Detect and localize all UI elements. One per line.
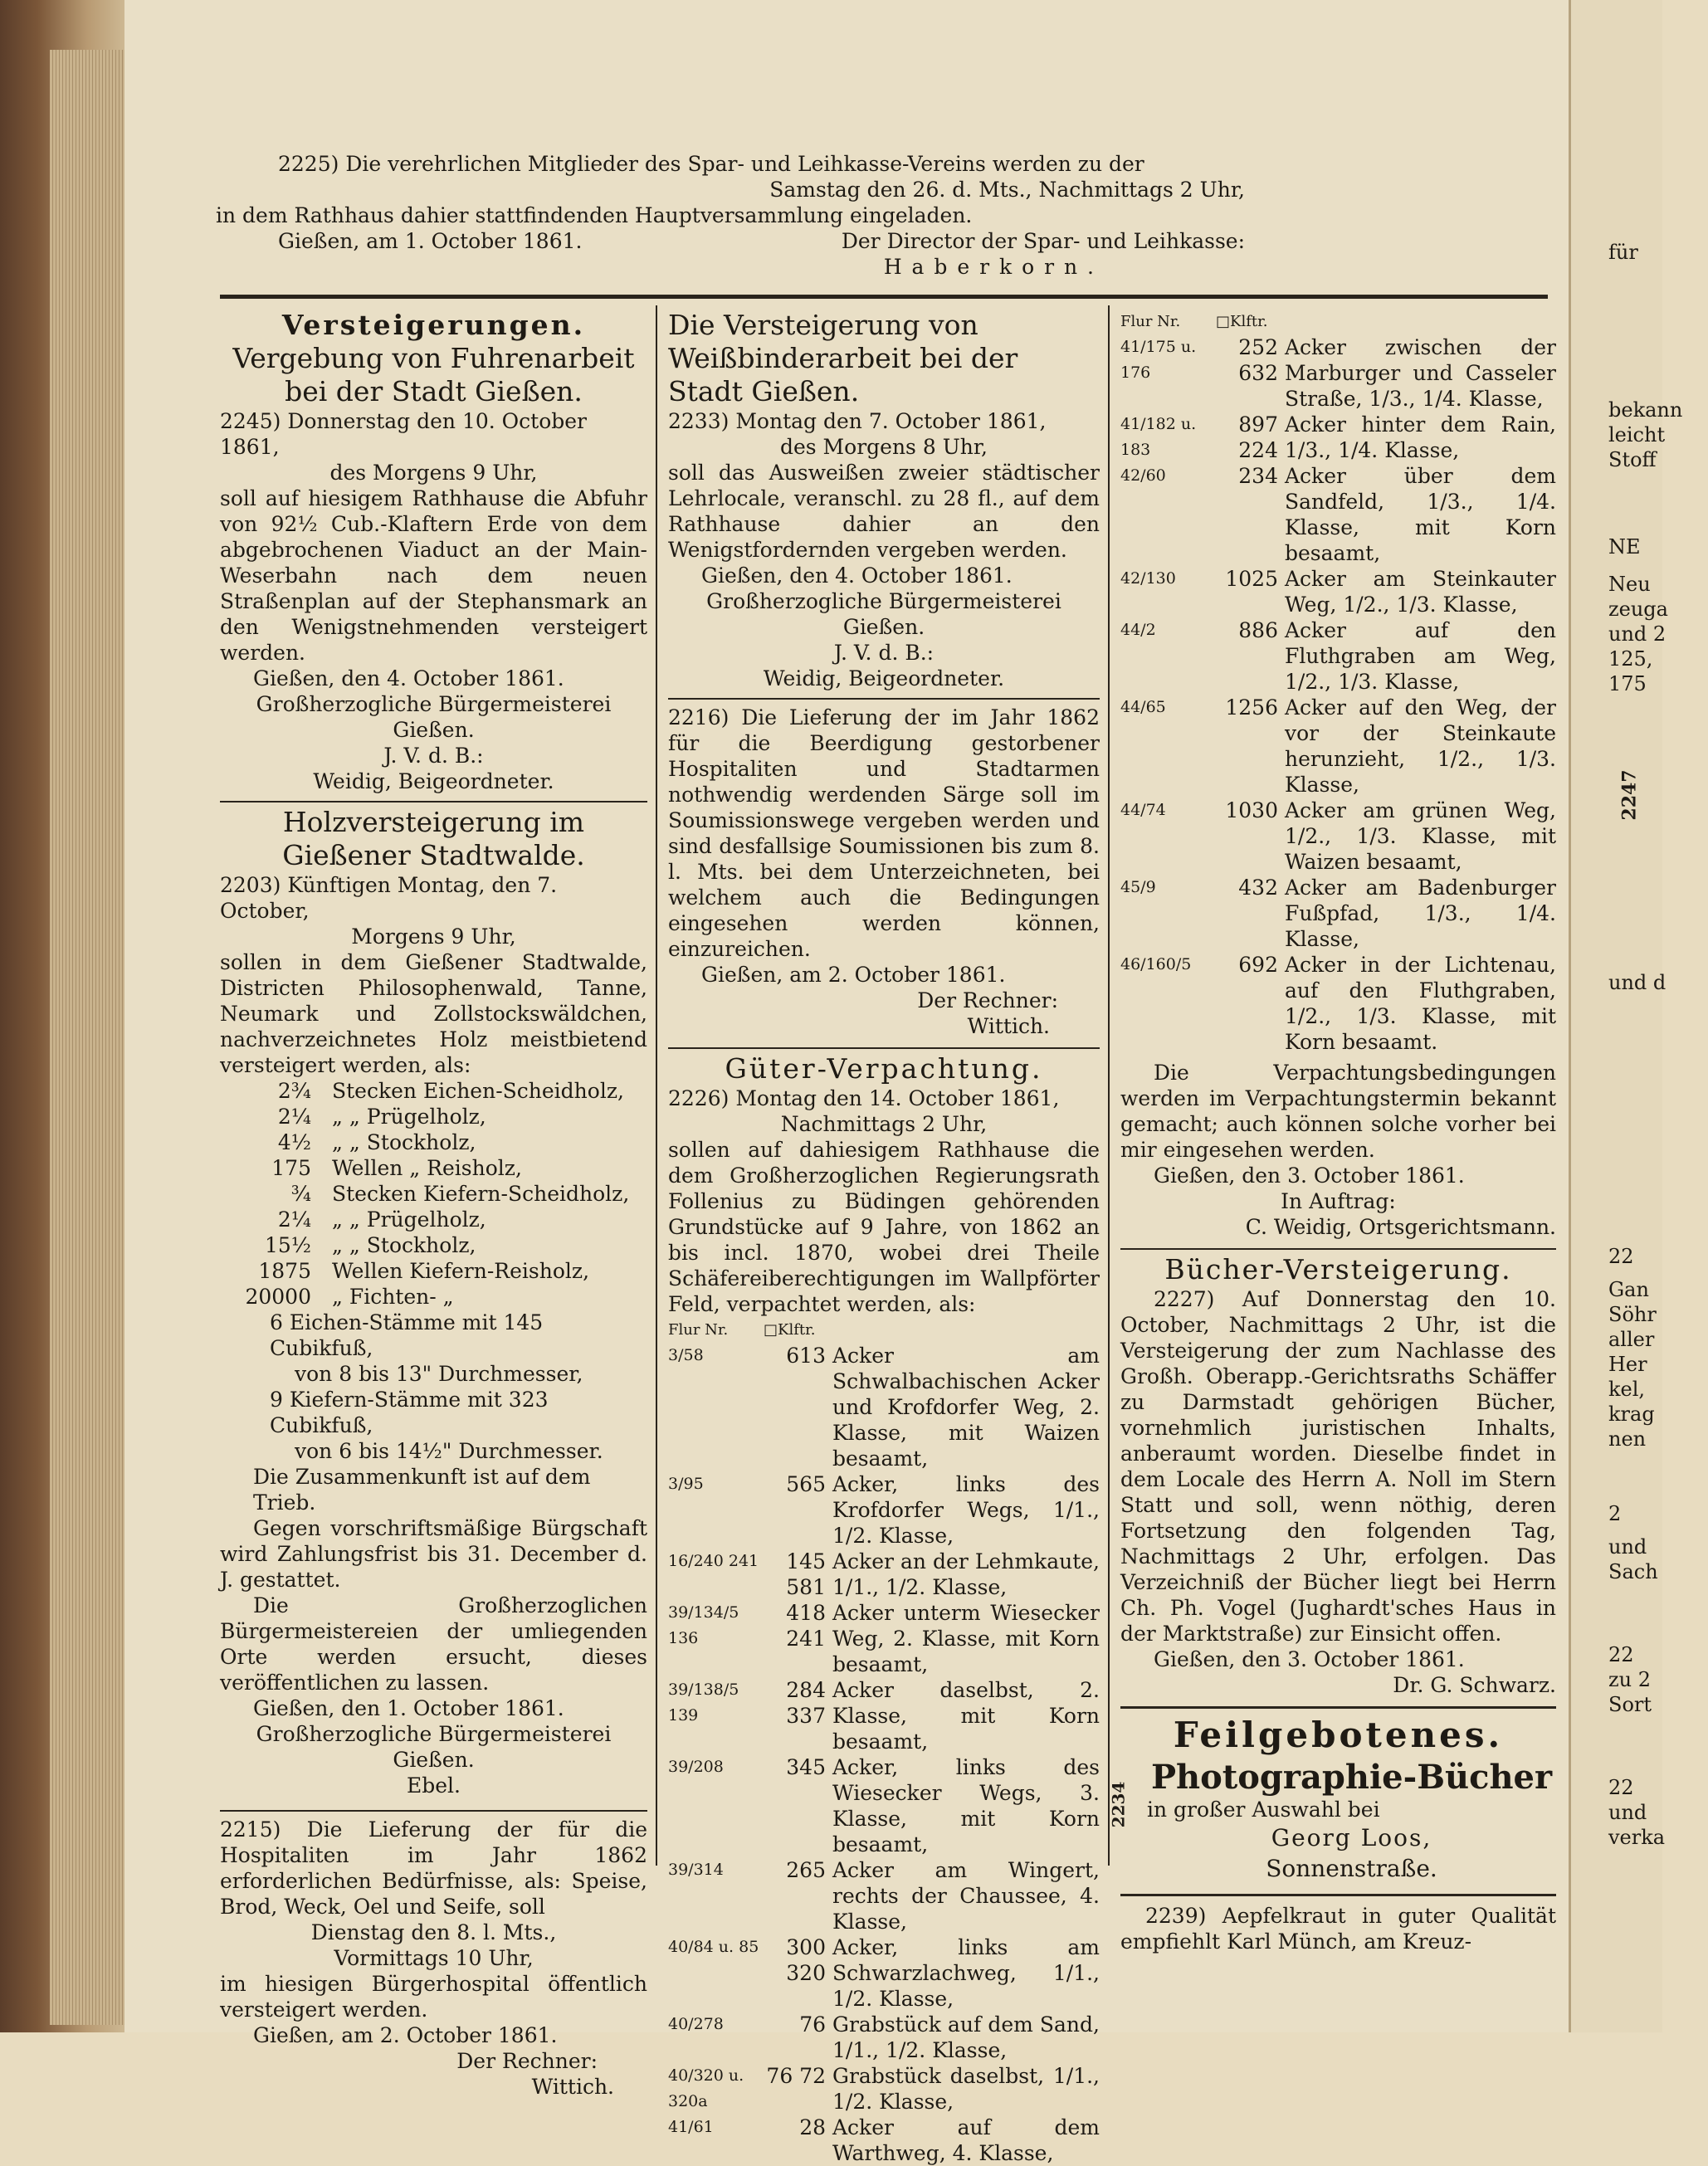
notice-2239-body: 2239) Aepfelkraut in guter Qualität empfiehlt Karl Münch, am Kreuz- (1120, 1904, 1556, 1954)
wood-qty: ¾ (290, 1182, 311, 1206)
adjacent-page-line: 22 (1608, 1245, 1634, 1268)
header-rule (220, 295, 1548, 299)
plot-description: Acker hinter dem Rain, 1/3., 1/4. Klasse, (1285, 412, 1556, 462)
plot-klafter: 265 (786, 1858, 826, 1882)
plot-flur: 16/240 241 (668, 1552, 759, 1570)
adjacent-page-line: nen (1608, 1427, 1647, 1451)
adjacent-page-line: Sort (1608, 1693, 1652, 1716)
notice-line: in dem Rathhaus dahier stattfindenden Hauptversammlung eingeladen. (216, 203, 973, 227)
notice-2226-line: Nachmittags 2 Uhr, (780, 1112, 988, 1136)
ad-number-box (1108, 1759, 1147, 1850)
wood-type: Wellen „ Reisholz, (332, 1156, 522, 1180)
adjacent-page-line: Stoff (1608, 448, 1657, 471)
plot-flur: 39/134/5 136 (668, 1603, 739, 1647)
subheading: Güter-Verpachtung. (725, 1052, 1043, 1085)
subheading: Bücher-Versteigerung. (1164, 1253, 1512, 1285)
adjacent-page-line: zeuga (1608, 598, 1668, 621)
wood-type: „ „ Stockholz, (332, 1130, 476, 1154)
notice-2226-date: Gießen, den 3. October 1861. (1154, 1163, 1465, 1188)
notice-2215-line: Dienstag den 8. l. Mts., (310, 1920, 557, 1944)
plot-klafter: 76 72 (766, 2064, 826, 2088)
wood-qty: 2¼ (277, 1105, 311, 1129)
plot-description: Grabstück daselbst, 1/1., 1/2. Klasse, (832, 2064, 1100, 2114)
notice-2215-sig: Wittich. (531, 2075, 614, 2099)
wood-row (220, 1129, 647, 1155)
notice-2233-sig: Weidig, Beigeordneter. (763, 666, 1005, 690)
wood-row (220, 1258, 647, 1284)
plot-klafter: 418 241 (786, 1601, 826, 1651)
plot-description: Acker am Steinkauter Weg, 1/2., 1/3. Klasse, (1285, 567, 1556, 617)
subheading: Holzversteigerung im Gießener Stadtwalde. (282, 806, 585, 871)
adjacent-page-line: kel, (1608, 1378, 1646, 1401)
plot-klafter: 234 (1238, 464, 1278, 488)
plot-row (1120, 695, 1556, 798)
subheading: Vergebung von Fuhrenarbeit bei der Stadt Gießen. (232, 342, 635, 407)
wood-qty: 1875 (258, 1259, 311, 1283)
adjacent-page-line: 2 (1608, 1502, 1622, 1525)
subheading: Die Versteigerung von Weißbinderarbeit bei der Stadt Gießen. (668, 309, 1018, 407)
notice-2215-date: Gießen, am 2. October 1861. (253, 2023, 558, 2047)
plot-flur: 45/9 (1120, 878, 1156, 896)
adjacent-page-line: 22 (1608, 1776, 1634, 1799)
plot-flur: 44/74 (1120, 801, 1166, 819)
notice-2225 (216, 151, 1245, 280)
plot-description: Acker über dem Sandfeld, 1/3., 1/4. Klasse, mit Korn besaamt, (1285, 464, 1556, 565)
wood-qty: 15½ (264, 1233, 311, 1257)
wood-type: „ „ Stockholz, (332, 1233, 476, 1257)
plot-description: Acker auf den Fluthgraben am Weg, 1/2., 1/3. Klasse, (1285, 618, 1556, 694)
notice-2203-line: Morgens 9 Uhr, (351, 924, 516, 949)
plot-flur: 42/130 (1120, 569, 1176, 588)
notice-2227-body: 2227) Auf Donnerstag den 10. October, Nachmittags 2 Uhr, ist die Versteigerung der zum Nachlasse des Großh. Oberapp.-Gerichtsraths Schäffer zu Darmstadt gehörigen Bücher, vornehmlich juristischen Inhalts, anberaumt worden. Dieselbe findet in dem Locale des Herrn A. Noll im Stern Statt und soll, wenn nöthig, deren Fortsetzung den folgenden Tag, Nachmittags 2 Uhr, erfolgen. Das Verzeichniß der Bücher liegt bei Herrn Ch. Ph. Vogel (Jughardt'sches Haus in der Marktstraße) zur Einsicht offen. (1120, 1287, 1556, 1646)
plot-table (1120, 334, 1556, 1055)
plot-flur: 39/208 (668, 1758, 724, 1776)
notice-2245-body: soll auf hiesigem Rathhause die Abfuhr von 92½ Cub.-Klaftern Erde von dem abgebrochenen Viaduct an der Main-Weserbahn nach dem neuen Straßenplan auf der Stephansmark an den Wenigstnehmenden versteigert werden. (220, 486, 647, 665)
notice-2226-body: sollen auf dahiesigem Rathhause die dem Großherzoglichen Regierungsrath Follenius zu Büdingen gehörenden Grundstücke auf 9 Jahre, von 1862 an bis incl. 1870, wobei drei Theile Schäfereiberechtigungen im Wallpförter Feld, verpachtet werden, als: (668, 1138, 1100, 1316)
wood-row (220, 1232, 647, 1258)
ad-line: in großer Auswahl bei (1147, 1798, 1380, 1822)
plot-row (668, 1857, 1100, 1934)
column-1 (220, 309, 647, 2100)
notice-2233-sig: Großherzogliche Bürgermeisterei Gießen. (706, 589, 1061, 639)
adjacent-page-line: Neu (1608, 573, 1651, 596)
wood-type: Stecken Kiefern-Scheidholz, (332, 1182, 630, 1206)
plot-description: Acker zwischen der Marburger und Casseler Straße, 1/3., 1/4. Klasse, (1285, 335, 1556, 411)
notice-2226-sig: C. Weidig, Ortsgerichtsmann. (1245, 1215, 1556, 1239)
notice-2203-line: 2203) Künftigen Montag, den 7. October, (220, 873, 558, 923)
plot-flur: 39/138/5 139 (668, 1681, 739, 1725)
column-3 (1108, 309, 1556, 1954)
plot-description: Grabstück auf dem Sand, 1/1., 1/2. Klasse, (832, 2012, 1100, 2062)
plot-klafter: 432 (1238, 876, 1278, 900)
plot-table (668, 1343, 1100, 2166)
notice-2245-sig: Weidig, Beigeordneter. (313, 769, 554, 793)
adjacent-page (1569, 0, 1683, 2032)
ad-address: Sonnenstraße. (1266, 1855, 1437, 1882)
stem-line: von 6 bis 14½" Durchmesser. (295, 1439, 603, 1463)
plot-row (668, 1343, 1100, 1471)
adjacent-page-line: Her (1608, 1353, 1647, 1376)
wood-type: „ „ Prügelholz, (332, 1105, 486, 1129)
plot-klafter: 897 224 (1238, 412, 1278, 462)
notice-2203-line: Die Zusammenkunft ist auf dem Trieb. (253, 1465, 591, 1515)
plot-klafter: 145 581 (786, 1549, 826, 1599)
notice-2245-line: 2245) Donnerstag den 10. October 1861, (220, 409, 587, 459)
notice-2233-body: soll das Ausweißen zweier städtischer Lehrlocale, veranschl. zu 28 fl., auf dem Rathhause dahier an den Wenigstfordernden vergeben werden. (668, 461, 1100, 562)
plot-klafter: 565 (786, 1472, 826, 1496)
plot-description: Acker, links des Krofdorfer Wegs, 1/1., 1/2. Klasse, (832, 1472, 1100, 1548)
adjacent-page-line: zu 2 (1608, 1668, 1651, 1691)
divider (1120, 1706, 1556, 1709)
wood-qty: 175 (271, 1156, 311, 1180)
plot-klafter: 28 (799, 2115, 826, 2139)
ad-name: Georg Loos, (1271, 1824, 1432, 1851)
notice-2216-date: Gießen, am 2. October 1861. (701, 963, 1006, 987)
wood-type: „ „ Prügelholz, (332, 1207, 486, 1232)
notice-2203-line: Die Großherzoglichen Bürgermeistereien der umliegenden Orte werden ersucht, dieses veröffentlichen zu lassen. (220, 1593, 647, 1695)
plot-row (668, 2012, 1100, 2063)
notice-2245-line: des Morgens 9 Uhr, (329, 461, 538, 485)
plot-klafter: 886 (1238, 618, 1278, 642)
column-2 (668, 309, 1100, 2166)
adjacent-page-line: 125, (1608, 647, 1653, 671)
plot-flur: 40/320 u. 320a (668, 2066, 744, 2110)
section-heading: Versteigerungen. (281, 309, 586, 341)
plot-row (1120, 617, 1556, 695)
wood-qty: 2¾ (277, 1079, 311, 1103)
plot-row (668, 2063, 1100, 2115)
notice-signature-title: Der Director der Spar- und Leihkasse: (841, 229, 1245, 253)
plot-description: Acker am grünen Weg, 1/2., 1/3. Klasse, mit Waizen besaamt, (1285, 798, 1556, 874)
table-header: □Klftr. (1216, 313, 1268, 330)
wood-row (220, 1181, 647, 1207)
adjacent-page-line: Gan (1608, 1278, 1649, 1301)
plot-description: Acker, links des Wiesecker Wegs, 3. Klasse, mit Korn besaamt, (832, 1755, 1100, 1856)
plot-flur: 39/314 (668, 1861, 724, 1879)
plot-row (668, 1934, 1100, 2012)
notice-2226-body: Die Verpachtungsbedingungen werden im Verpachtungstermin bekannt gemacht; auch können solche vorher bei mir eingesehen werden. (1120, 1061, 1556, 1162)
plot-flur: 44/2 (1120, 621, 1156, 639)
plot-klafter: 1030 (1225, 798, 1278, 822)
plot-description: Acker daselbst, 2. Klasse, mit Korn besaamt, (832, 1678, 1100, 1754)
notice-2227-sig: Dr. G. Schwarz. (1393, 1673, 1556, 1697)
plot-row (1120, 798, 1556, 875)
notice-2215-line: Vormittags 10 Uhr, (334, 1946, 534, 1970)
wood-type: „ Fichten- „ (332, 1285, 454, 1309)
wood-type: Stecken Eichen-Scheidholz, (332, 1079, 624, 1103)
plot-description: Acker am Badenburger Fußpfad, 1/3., 1/4. Klasse, (1285, 876, 1556, 951)
plot-description: Acker, links am Schwarzlachweg, 1/1., 1/2. Klasse, (832, 1935, 1100, 2011)
adjacent-page-line: krag (1608, 1403, 1655, 1426)
plot-description: Acker unterm Wiesecker Weg, 2. Klasse, mit Korn besaamt, (832, 1601, 1100, 1676)
plot-klafter: 76 (799, 2012, 826, 2037)
plot-description: Acker am Wingert, rechts der Chaussee, 4. Klasse, (832, 1858, 1100, 1934)
notice-2233-line: 2233) Montag den 7. October 1861, (668, 409, 1047, 433)
plot-klafter: 613 (786, 1344, 826, 1368)
notice-2203-date: Gießen, den 1. October 1861. (253, 1696, 564, 1720)
wood-qty: 4½ (277, 1130, 311, 1154)
wood-qty: 2¼ (277, 1207, 311, 1232)
plot-description: Acker auf dem Warthweg, 4. Klasse, (832, 2115, 1100, 2165)
adjacent-page-line: bekann (1608, 398, 1683, 422)
adjacent-page-line: NE (1608, 535, 1641, 559)
notice-line: Samstag den 26. d. Mts., Nachmittags 2 Uhr, (769, 178, 1245, 202)
column-divider (656, 305, 657, 1866)
plot-klafter: 345 (786, 1755, 826, 1779)
notice-date: Gießen, am 1. October 1861. (278, 229, 583, 253)
wood-qty: 20000 (245, 1285, 311, 1309)
notice-2203-line: Gegen vorschriftsmäßige Bürgschaft wird Zahlungsfrist bis 31. December d. J. gestattet. (220, 1516, 647, 1592)
divider (668, 698, 1100, 700)
plot-flur: 41/182 u. 183 (1120, 415, 1197, 459)
plot-row (1120, 566, 1556, 617)
plot-klafter: 300 320 (786, 1935, 826, 1985)
adjacent-page-line: 175 (1608, 672, 1647, 695)
stem-line: 6 Eichen-Stämme mit 145 Cubikfuß, (270, 1310, 544, 1360)
notice-2216-sig: Wittich. (967, 1014, 1050, 1038)
adjacent-page-line: für (1608, 241, 1638, 264)
wood-type: Wellen Kiefern-Reisholz, (332, 1259, 590, 1283)
adjacent-page-line: Sach (1608, 1560, 1658, 1583)
divider (668, 1047, 1100, 1049)
plot-row (668, 1677, 1100, 1754)
notice-2203-body: sollen in dem Gießener Stadtwalde, Districten Philosophenwald, Tanne, Neumark und Zollstockswäldchen, nachverzeichnetes Holz meistbietend versteigert werden, als: (220, 950, 647, 1077)
notice-2215-sig: Der Rechner: (456, 2049, 598, 2073)
adjacent-page-line: und (1608, 1801, 1647, 1824)
wood-row (220, 1284, 647, 1310)
plot-flur: 41/61 (668, 2118, 714, 2136)
plot-klafter: 1025 (1225, 567, 1278, 591)
adjacent-page-line: und d (1608, 971, 1667, 994)
divider (1120, 1894, 1556, 1896)
wood-row (220, 1207, 647, 1232)
page-edges (50, 50, 124, 2025)
wood-row (220, 1078, 647, 1104)
section-heading: Feilgebotenes. (1173, 1715, 1504, 1755)
notice-2215-body: im hiesigen Bürgerhospital öffentlich versteigert werden. (220, 1972, 647, 2022)
stem-line: von 8 bis 13" Durchmesser, (295, 1362, 583, 1386)
divider (220, 1810, 647, 1812)
adjacent-page-line: leicht (1608, 423, 1666, 446)
plot-flur: 3/58 (668, 1346, 704, 1364)
wood-list (220, 1078, 647, 1310)
stem-line: 9 Kiefern-Stämme mit 323 Cubikfuß, (270, 1388, 549, 1437)
table-header: Flur Nr. (668, 1321, 729, 1339)
plot-description: Acker am Schwalbachischen Acker und Krofdorfer Weg, 2. Klasse, mit Waizen besaamt, (832, 1344, 1100, 1471)
adjacent-page-line: 22 (1608, 1643, 1634, 1666)
plot-flur: 42/60 (1120, 466, 1166, 485)
plot-klafter: 1256 (1225, 695, 1278, 720)
notice-signature-name: H a b e r k o r n . (883, 255, 1096, 279)
ad-number: 2234 (1108, 1781, 1129, 1828)
plot-flur: 3/95 (668, 1475, 704, 1493)
ad-title: Photographie-Bücher (1150, 1758, 1553, 1797)
plot-row (668, 1754, 1100, 1857)
plot-row (1120, 463, 1556, 566)
plot-row (668, 1600, 1100, 1677)
divider (1120, 1248, 1556, 1250)
plot-klafter: 692 (1238, 953, 1278, 977)
wood-row (220, 1104, 647, 1129)
adjacent-page-number: 2247 (1618, 769, 1641, 821)
divider (220, 801, 647, 802)
plot-flur: 41/175 u. 176 (1120, 338, 1197, 382)
plot-row (1120, 952, 1556, 1055)
wood-row (220, 1155, 647, 1181)
notice-2233-date: Gießen, den 4. October 1861. (701, 563, 1013, 588)
adjacent-page-line: und (1608, 1535, 1647, 1559)
plot-row (668, 1471, 1100, 1549)
column-divider (1108, 305, 1110, 1866)
notice-2233-sig: J. V. d. B.: (833, 641, 935, 665)
notice-2245-sig: Großherzogliche Bürgermeisterei Gießen. (256, 692, 612, 742)
notice-2203-sig: Großherzogliche Bürgermeisterei Gießen. (256, 1722, 612, 1772)
table-header: Flur Nr. (1120, 313, 1181, 330)
plot-flur: 46/160/5 (1120, 955, 1192, 973)
adjacent-page-line: Söhr (1608, 1303, 1657, 1326)
newspaper-page (124, 0, 1569, 2165)
plot-row (1120, 875, 1556, 952)
table-header: □Klftr. (764, 1321, 816, 1339)
adjacent-page-line: und 2 (1608, 622, 1667, 646)
notice-2203-sig: Ebel. (407, 1773, 461, 1798)
plot-flur: 44/65 (1120, 698, 1166, 716)
plot-flur: 40/84 u. 85 (668, 1938, 759, 1956)
plot-row (668, 1549, 1100, 1600)
notice-line: 2225) Die verehrlichen Mitglieder des Spar- und Leihkasse-Vereins werden zu der (278, 152, 1144, 176)
notice-2227-date: Gießen, den 3. October 1861. (1154, 1647, 1465, 1671)
plot-description: Acker in der Lichtenau, auf den Fluthgraben, 1/2., 1/3. Klasse, mit Korn besaamt. (1285, 953, 1556, 1054)
plot-description: Acker an der Lehmkaute, 1/1., 1/2. Klasse, (832, 1549, 1100, 1599)
notice-2216-sig: Der Rechner: (917, 988, 1058, 1012)
notice-2216-body: 2216) Die Lieferung der im Jahr 1862 für die Beerdigung gestorbener Hospitaliten und Stadtarmen nothwendig werdenden Särge soll im Soumissionswege vergeben werden und sind desfallsige Soumissionen bis zum 8. l. Mts. bei dem Unterzeichneten, bei welchem auch die Bedingungen eingesehen werden können, einzureichen. (668, 705, 1100, 961)
notice-2245-date: Gießen, den 4. October 1861. (253, 666, 564, 690)
plot-row (1120, 334, 1556, 412)
plot-klafter: 284 337 (786, 1678, 826, 1728)
plot-row (668, 2115, 1100, 2166)
notice-2233-line: des Morgens 8 Uhr, (779, 435, 988, 459)
notice-2226-sig: In Auftrag: (1281, 1189, 1396, 1213)
notice-2215-body: 2215) Die Lieferung der für die Hospitaliten im Jahr 1862 erforderlichen Bedürfnisse, als: Speise, Brod, Weck, Oel und Seife, soll (220, 1817, 647, 1919)
plot-klafter: 252 632 (1238, 335, 1278, 385)
notice-2245-sig: J. V. d. B.: (383, 744, 484, 768)
adjacent-page-line: aller (1608, 1328, 1655, 1351)
plot-description: Acker auf den Weg, der vor der Steinkaute herunzieht, 1/2., 1/3. Klasse, (1285, 695, 1556, 797)
plot-flur: 40/278 (668, 2015, 724, 2033)
notice-2226-line: 2226) Montag den 14. October 1861, (668, 1086, 1060, 1110)
plot-row (1120, 412, 1556, 463)
adjacent-page-line: verka (1608, 1826, 1666, 1849)
